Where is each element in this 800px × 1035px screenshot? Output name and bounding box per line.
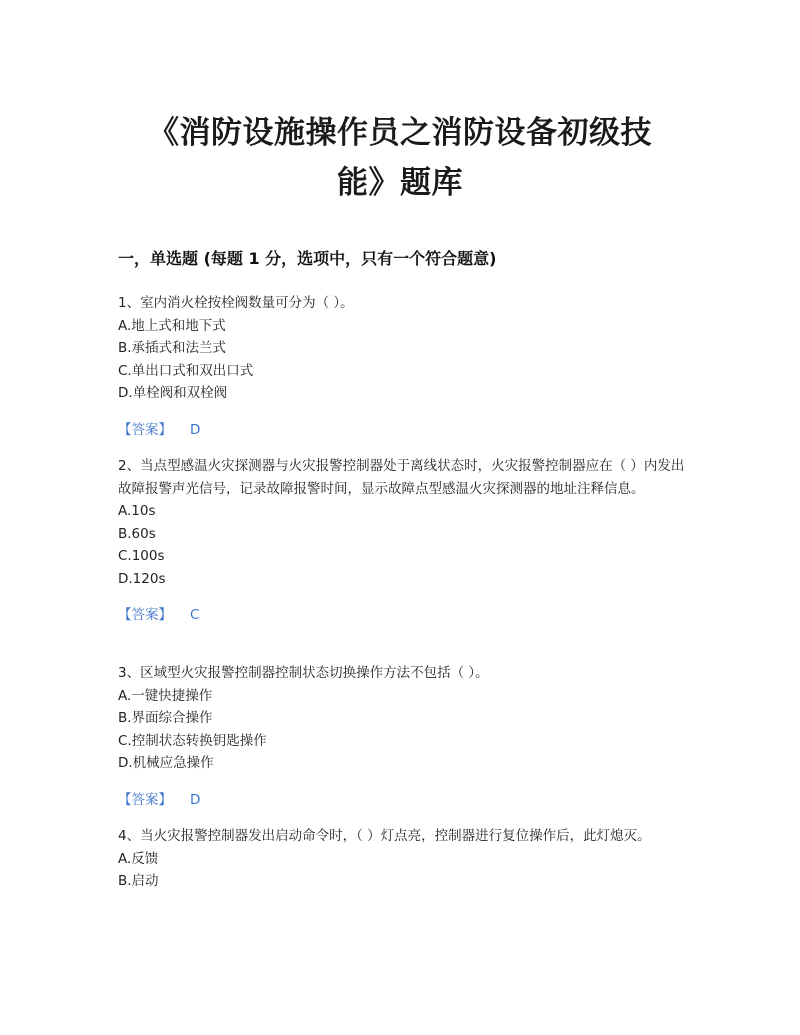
option-d: D.120s (118, 570, 166, 587)
answer-line (118, 419, 688, 442)
section-heading: 一，单选题 (每题 1 分，选项中，只有一个符合题意) (118, 249, 497, 268)
answer-label: 【答案】 (118, 421, 172, 438)
title-line-2: 能》题库 (337, 165, 463, 201)
title-line-1: 《消防设施操作员之消防设备初级技 (148, 115, 652, 151)
option-b: B.界面综合操作 (118, 710, 213, 726)
option-c: C.单出口式和双出口式 (118, 362, 254, 379)
option-d: D.机械应急操作 (118, 755, 214, 771)
option-b: B.60s (118, 525, 156, 542)
document-title (100, 108, 700, 208)
option-d: D.单栓阀和双栓阀 (118, 385, 228, 401)
answer-value: D (190, 421, 201, 438)
question-1 (118, 292, 688, 441)
question-2 (118, 455, 688, 627)
question-text: 3、区域型火灾报警控制器控制状态切换操作方法不包括（ ）。 (118, 665, 489, 681)
option-a: A.反馈 (118, 850, 159, 867)
option-b: B.启动 (118, 873, 159, 889)
answer-line (118, 789, 688, 812)
answer-label: 【答案】 (118, 791, 172, 808)
answer-value: C (190, 607, 200, 623)
option-a: A.10s (118, 503, 156, 519)
question-3 (118, 662, 688, 811)
question-text: 1、室内消火栓按栓阀数量可分为（ ）。 (118, 295, 354, 311)
answer-line (118, 604, 688, 627)
question-text: 4、当火灾报警控制器发出启动命令时，（ ）灯点亮，控制器进行复位操作后，此灯熄灭。 (118, 828, 651, 844)
option-c: C.100s (118, 548, 165, 564)
question-text: 2、当点型感温火灾探测器与火灾报警控制器处于离线状态时，火灾报警控制器应在（ ）内发出故障报警声光信号，记录故障报警时间，显示故障点型感温火灾探测器的地址注释信息。 (118, 458, 685, 497)
question-4 (118, 825, 688, 893)
option-a: A.一键快捷操作 (118, 687, 213, 704)
option-c: C.控制状态转换钥匙操作 (118, 732, 267, 749)
option-a: A.地上式和地下式 (118, 317, 226, 334)
answer-value: D (190, 791, 201, 808)
option-b: B.承插式和法兰式 (118, 340, 227, 356)
answer-label: 【答案】 (118, 607, 172, 623)
